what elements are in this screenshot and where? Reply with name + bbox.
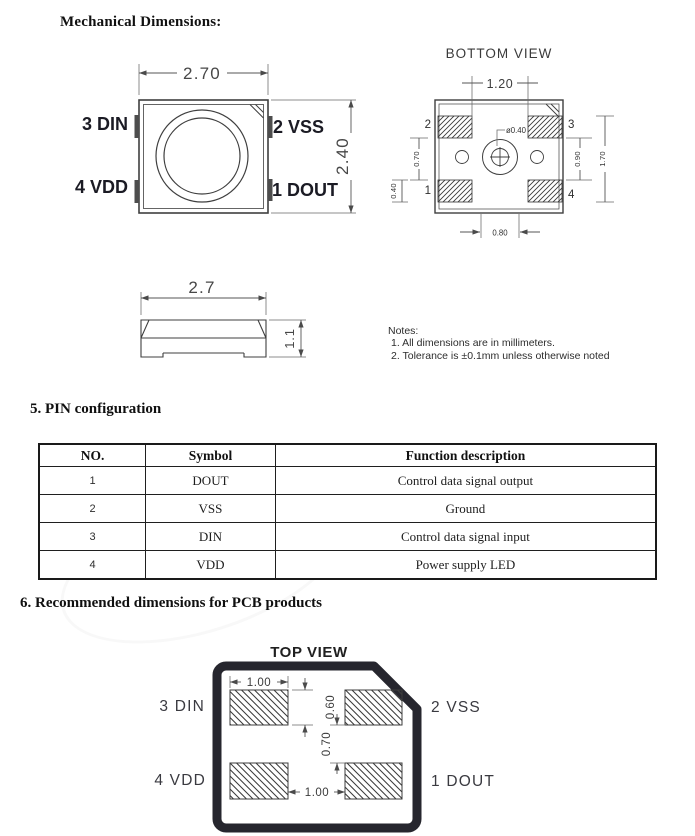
dim-side-height: [269, 320, 306, 357]
cell-no: 2: [39, 495, 146, 523]
package-top-view: [75, 64, 356, 213]
dim-pad-span-value: 1.20: [486, 77, 514, 91]
table-row: [39, 495, 656, 523]
cell-no: 3: [39, 523, 146, 551]
pad-4: [528, 180, 562, 202]
dim-left-gap: [410, 138, 428, 180]
notes-block: [388, 325, 610, 362]
table-header-row: [39, 444, 656, 467]
col-header-symbol: Symbol: [146, 444, 276, 467]
dim-pads-outer: [596, 116, 614, 202]
dim-side-width-value: 2.7: [188, 278, 216, 297]
pcb-pad-vss: [345, 690, 402, 725]
note-line: 1. All dimensions are in millimeters.: [391, 337, 555, 350]
pcb-label-vss: 2 VSS: [431, 699, 481, 716]
dim-right-gap: [566, 138, 592, 180]
pin-label-dout: 1 DOUT: [272, 180, 339, 200]
pcb-top-view-drawing: [0, 600, 695, 836]
notes-title: Notes:: [388, 325, 419, 337]
cell-description: Power supply LED: [275, 551, 656, 580]
pad-2: [438, 116, 472, 138]
cell-description: Control data signal input: [275, 523, 656, 551]
cell-symbol: DOUT: [146, 467, 276, 495]
package-side-view: [141, 278, 306, 357]
cell-symbol: DIN: [146, 523, 276, 551]
page-title: Mechanical Dimensions:: [60, 14, 222, 30]
top-view-title: TOP VIEW: [270, 644, 348, 661]
dim-left-gap-value: 0.70: [412, 151, 421, 167]
dim-width-value: 2.70: [183, 64, 221, 83]
dim-pad-height: [389, 180, 408, 202]
section-5-heading: 5. PIN configuration: [30, 401, 162, 417]
cell-no: 4: [39, 551, 146, 580]
dim-pcb-pad-width-value: 1.00: [246, 677, 272, 689]
dim-pads-outer-value: 1.70: [598, 151, 607, 167]
pcb-pad-vdd: [230, 763, 288, 799]
dim-right-gap-value: 0.90: [573, 151, 582, 167]
package-outline: [139, 100, 268, 213]
pin-label-vss: 2 VSS: [273, 117, 325, 137]
col-header-function: Function description: [275, 444, 656, 467]
pcb-label-vdd: 4 VDD: [154, 772, 206, 789]
dim-pcb-gap-vertical-value: 0.70: [321, 731, 333, 757]
dim-pcb-gap-horizontal-value: 1.00: [304, 787, 330, 799]
pad-number-3: 3: [568, 119, 575, 131]
pcb-label-dout: 1 DOUT: [431, 773, 496, 790]
cell-description: Control data signal output: [275, 467, 656, 495]
pcb-pad-dout: [345, 763, 402, 799]
cell-no: 1: [39, 467, 146, 495]
pad-number-1: 1: [424, 185, 431, 197]
cell-symbol: VSS: [146, 495, 276, 523]
pad-number-4: 4: [568, 189, 575, 201]
pin-label-vdd: 4 VDD: [74, 177, 128, 197]
dim-pad-height-value: 0.40: [389, 183, 398, 199]
pcb-pad-din: [230, 690, 288, 725]
side-body-outline: [141, 320, 266, 357]
table-row: [39, 467, 656, 495]
table-row: [39, 551, 656, 580]
dim-bottom-gap: [460, 214, 540, 238]
dim-height-value: 2.40: [333, 137, 352, 175]
bottom-view-title: BOTTOM VIEW: [445, 46, 553, 61]
pin-label-din: 3 DIN: [81, 114, 128, 134]
note-line: 2. Tolerance is ±0.1mm unless otherwise noted: [391, 349, 610, 362]
pcb-label-din: 3 DIN: [159, 698, 205, 715]
cell-description: Ground: [275, 495, 656, 523]
pin-configuration-table: [38, 443, 657, 580]
cell-symbol: VDD: [146, 551, 276, 580]
dim-side-width: [141, 278, 266, 315]
section-6-heading: 6. Recommended dimensions for PCB products: [20, 595, 322, 611]
pad-3: [528, 116, 562, 138]
col-header-no: NO.: [39, 444, 146, 467]
dim-bottom-gap-value: 0.80: [492, 228, 508, 238]
dim-pcb-pad-height-value: 0.60: [325, 694, 337, 720]
dim-side-height-value: 1.1: [282, 328, 297, 349]
pad-1: [438, 180, 472, 202]
package-bottom-view: [389, 46, 614, 238]
table-row: [39, 523, 656, 551]
pad-number-2: 2: [424, 119, 431, 131]
dim-hole-value: ø0.40: [506, 126, 526, 135]
dim-package-width: [139, 64, 268, 95]
